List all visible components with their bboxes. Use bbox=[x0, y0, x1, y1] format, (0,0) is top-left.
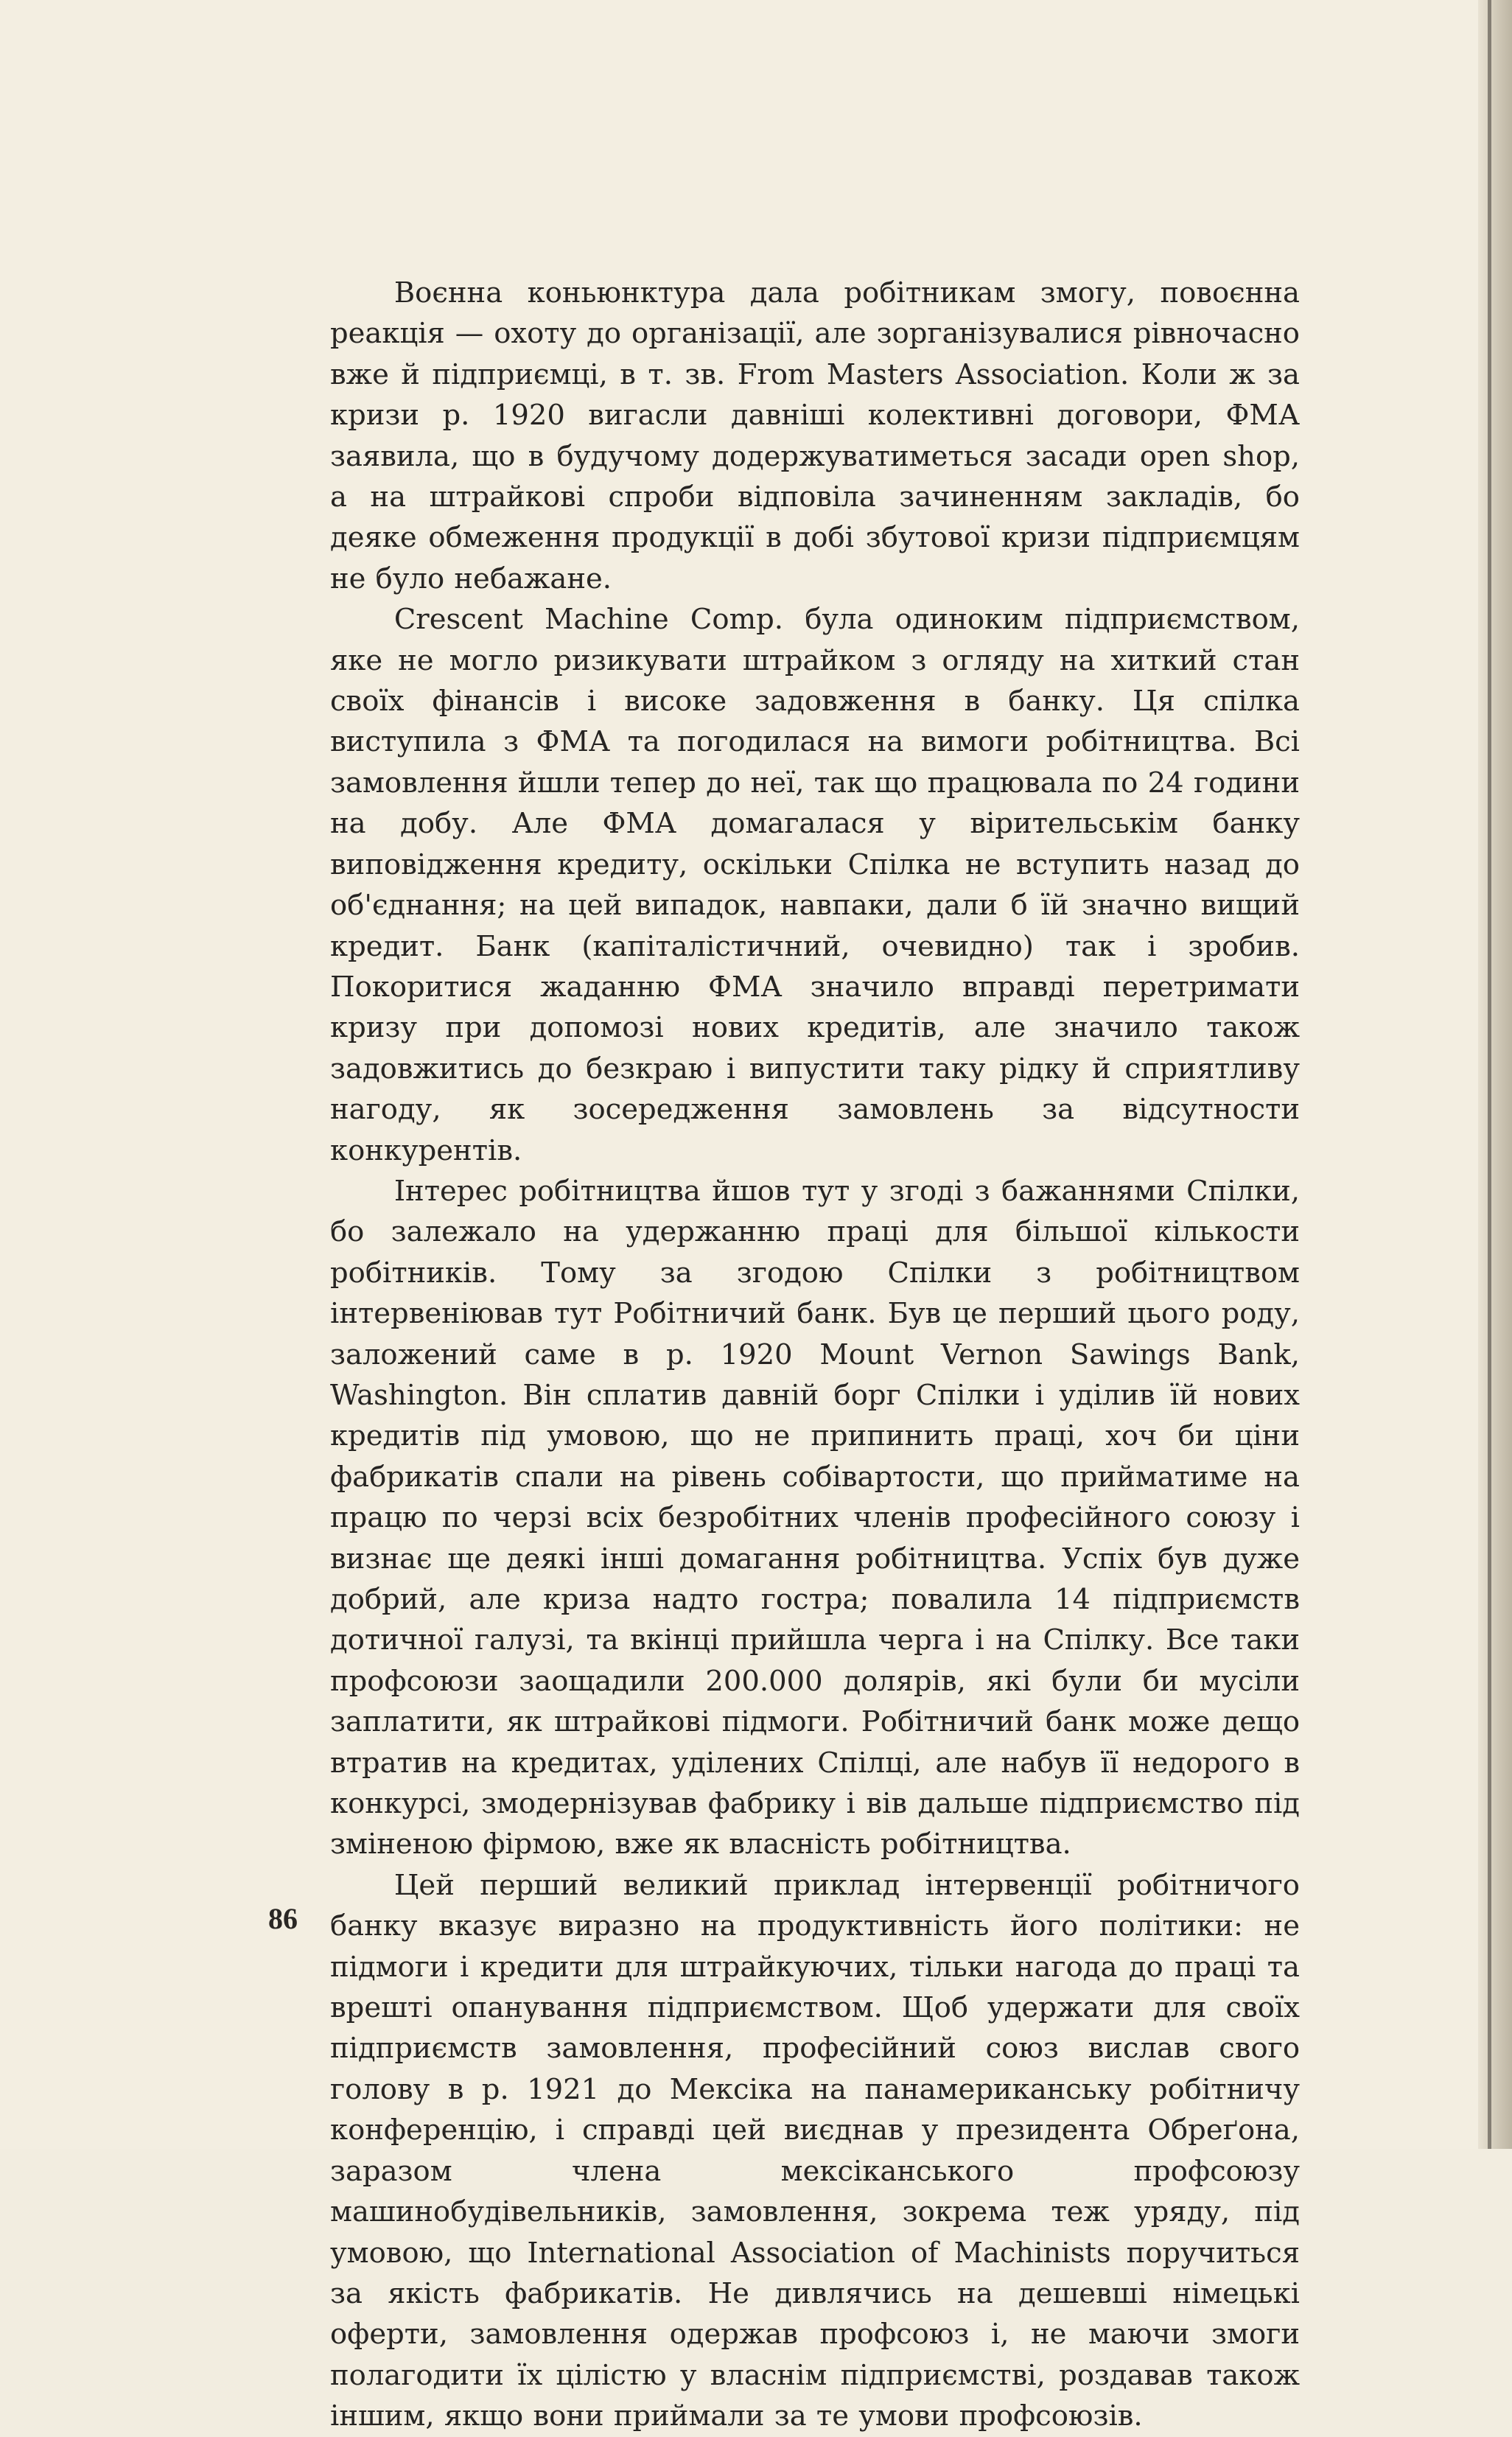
body-text bbox=[330, 273, 1300, 2437]
paragraph-1: Воєнна коньюнктура дала робітникам змогу, повоєнна реакція — охоту до організації, але зорганізувалися рівночасно вже й підприємці, в т. зв. From Masters Association. Коли ж за кризи р. 1920 вигасли давніші колективні договори, ФМА заявила, що в будучому додержуватиметься засади open shop, а на штрайкові спроби відповіла зачиненням закладів, бо деяке обмеження продукції в добі збутової кризи підприємцям не було небажане. bbox=[330, 276, 1300, 595]
paragraph-2: Crescent Machine Comp. була одиноким підприємством, яке не могло ризикувати штрайком з огляду на хиткий стан своїх фінансів і високе задовження в банку. Ця спілка виступила з ФМА та погодилася на вимоги робітництва. Всі замовлення йшли тепер до неї, так що працювала по 24 години на добу. Але ФМА домагалася у вірительськім банку виповідження кредиту, оскільки Спілка не вступить назад до об'єднання; на цей випадок, навпаки, дали б їй значно вищий кредит. Банк (капіталістичний, очевидно) так і зробив. Покоритися жаданню ФМА значило вправді перетримати кризу при допомозі нових кредитів, але значило також задовжитись до безкраю і випустити таку рідку й сприятливу нагоду, як зосередження замовлень за відсутности конкурентів. bbox=[330, 603, 1300, 1167]
paragraph-4: Цей перший великий приклад інтервенції робітничого банку вказує виразно на продуктивність його політики: не підмоги і кредити для штрайкуючих, тільки нагода до праці та врешті опанування підприємством. Щоб удержати для своїх підприємств замовлення, професійний союз вислав свого голову в р. 1921 до Мексіка на панамериканську робітничу конференцію, і справді цей виєднав у президента Обреґона, заразом члена мексіканського профсоюзу машинобудівельників, замовлення, зокрема теж уряду, під умовою, що International Association of Machinists поручиться за якість фабрикатів. Не дивлячись на дешевші німецькі оферти, замовлення одержав профсоюз і, не маючи змоги полагодити їх цілістю у власнім підприємстві, роздавав також іншим, якщо вони приймали за те умови профсоюзів. bbox=[330, 1868, 1300, 2433]
binding-shadow-line bbox=[1488, 0, 1491, 2149]
paragraph-3: Інтерес робітництва йшов тут у згоді з бажаннями Спілки, бо залежало на удержанню праці для більшої кількости робітників. Тому за згодою Спілки з робітництвом інтервеніював тут Робітничий банк. Був це перший цього роду, заложений саме в р. 1920 Mount Vernon Sawings Bank, Washington. Він сплатив давній борг Спілки і уділив їй нових кредитів під умовою, що не припинить праці, хоч би ціни фабрикатів спали на рівень собівартости, що прийматиме на працю по черзі всіх безробітних членів професійного союзу і визнає ще деякі інші домагання робітництва. Успіх був дуже добрий, але криза надто гостра; повалила 14 підприємств дотичної галузі, та вкінці прийшла черга і на Спілку. Все таки профсоюзи заощадили 200.000 долярів, які були би мусіли заплатити, як штрайкові підмоги. Робітничий банк може дещо втратив на кредитах, уділених Спілці, але набув її недорого в конкурсі, змодернізував фабрику і вів дальше підприємство під зміненою фірмою, вже як власність робітництва. bbox=[330, 1174, 1300, 1861]
page-number: 86 bbox=[268, 1902, 298, 1935]
page-binding-edge bbox=[1478, 0, 1512, 2149]
